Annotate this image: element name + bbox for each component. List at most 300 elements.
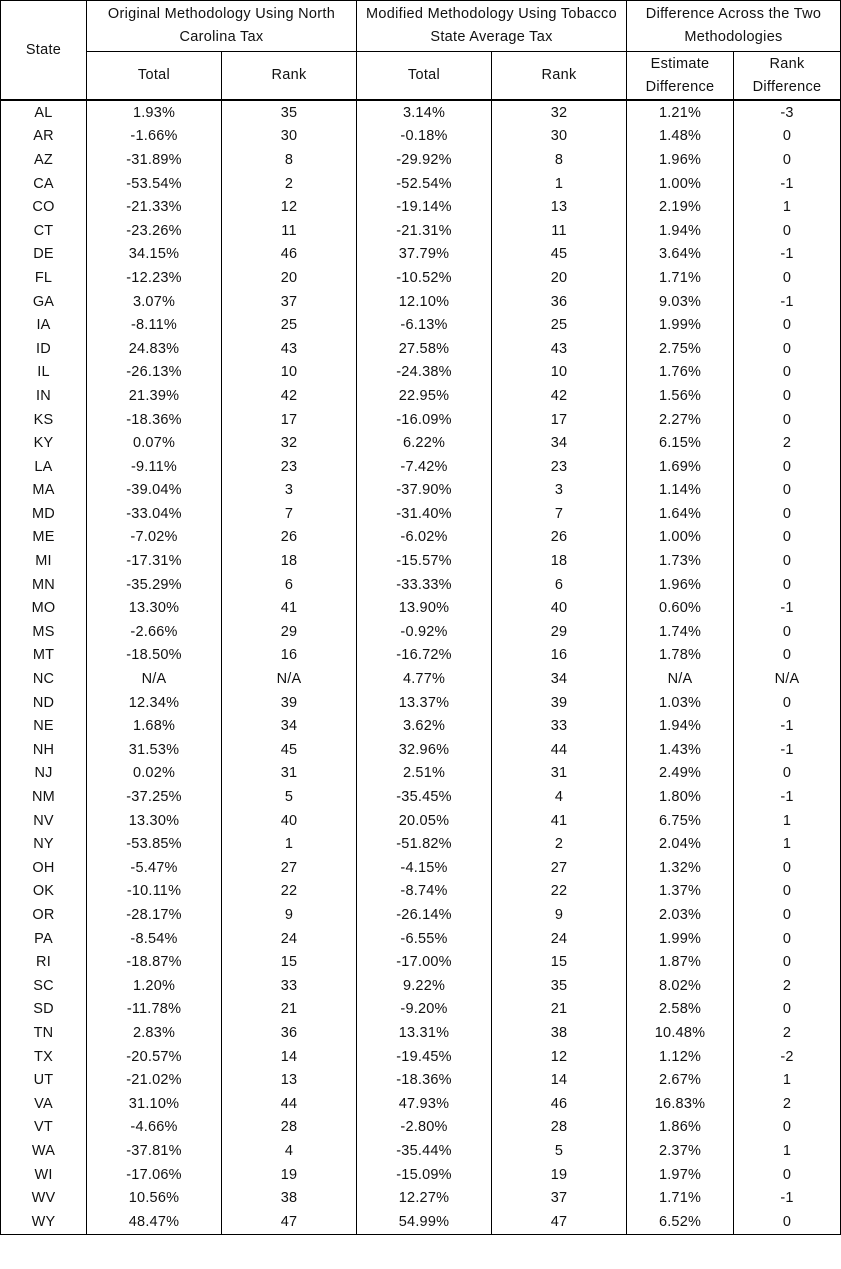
cell-rank-modified: 27 (492, 856, 627, 880)
cell-total-original: 2.83% (87, 1021, 222, 1045)
cell-state: SC (1, 974, 87, 998)
cell-state: DE (1, 243, 87, 267)
cell-rank-difference: 1 (734, 1068, 841, 1092)
table-row (1, 1092, 841, 1116)
cell-total-modified: 6.22% (357, 431, 492, 455)
cell-rank-modified: 29 (492, 620, 627, 644)
cell-rank-original: 28 (222, 1116, 357, 1140)
header-estimate-difference: Estimate Difference (627, 52, 734, 101)
cell-rank-original: 35 (222, 100, 357, 125)
cell-rank-difference: 0 (734, 998, 841, 1022)
table-row (1, 219, 841, 243)
cell-total-modified: 13.90% (357, 596, 492, 620)
cell-state: IN (1, 384, 87, 408)
cell-rank-original: 26 (222, 526, 357, 550)
cell-rank-modified: 19 (492, 1163, 627, 1187)
cell-total-modified: 4.77% (357, 667, 492, 691)
cell-estimate-difference: 8.02% (627, 974, 734, 998)
header-state: State (1, 1, 87, 101)
cell-rank-difference: 0 (734, 880, 841, 904)
cell-estimate-difference: 2.03% (627, 903, 734, 927)
cell-rank-difference: -1 (734, 1186, 841, 1210)
cell-rank-modified: 1 (492, 172, 627, 196)
cell-rank-difference: 2 (734, 1021, 841, 1045)
table-row (1, 125, 841, 149)
cell-rank-original: 2 (222, 172, 357, 196)
cell-estimate-difference: 1.78% (627, 644, 734, 668)
cell-state: MN (1, 573, 87, 597)
cell-total-modified: 13.37% (357, 691, 492, 715)
cell-estimate-difference: 1.43% (627, 738, 734, 762)
cell-state: AR (1, 125, 87, 149)
cell-total-modified: -16.09% (357, 408, 492, 432)
table-row (1, 290, 841, 314)
table-row (1, 408, 841, 432)
cell-estimate-difference: 1.64% (627, 502, 734, 526)
cell-state: IL (1, 361, 87, 385)
cell-rank-original: 36 (222, 1021, 357, 1045)
cell-state: IA (1, 313, 87, 337)
table-row (1, 832, 841, 856)
cell-rank-original: 8 (222, 148, 357, 172)
cell-rank-modified: 33 (492, 714, 627, 738)
cell-state: KS (1, 408, 87, 432)
cell-state: TX (1, 1045, 87, 1069)
table-row (1, 172, 841, 196)
cell-rank-original: 19 (222, 1163, 357, 1187)
cell-rank-modified: 10 (492, 361, 627, 385)
cell-total-modified: -8.74% (357, 880, 492, 904)
cell-rank-difference: 0 (734, 313, 841, 337)
cell-rank-original: 13 (222, 1068, 357, 1092)
cell-total-modified: 13.31% (357, 1021, 492, 1045)
cell-estimate-difference: 1.12% (627, 1045, 734, 1069)
cell-total-modified: -51.82% (357, 832, 492, 856)
cell-estimate-difference: 1.94% (627, 219, 734, 243)
cell-total-modified: 22.95% (357, 384, 492, 408)
cell-total-modified: -33.33% (357, 573, 492, 597)
cell-total-original: -18.36% (87, 408, 222, 432)
table-row (1, 596, 841, 620)
cell-total-modified: -15.09% (357, 1163, 492, 1187)
cell-total-modified: -2.80% (357, 1116, 492, 1140)
cell-total-original: -12.23% (87, 266, 222, 290)
cell-state: TN (1, 1021, 87, 1045)
cell-rank-modified: 45 (492, 243, 627, 267)
table-row (1, 266, 841, 290)
cell-rank-modified: 2 (492, 832, 627, 856)
cell-rank-modified: 44 (492, 738, 627, 762)
cell-total-original: 31.10% (87, 1092, 222, 1116)
cell-total-original: 13.30% (87, 596, 222, 620)
table-row (1, 998, 841, 1022)
cell-rank-difference: -1 (734, 785, 841, 809)
cell-rank-difference: 0 (734, 1210, 841, 1234)
header-rank-difference: Rank Difference (734, 52, 841, 101)
cell-rank-modified: 32 (492, 100, 627, 125)
cell-total-original: 1.93% (87, 100, 222, 125)
cell-estimate-difference: 1.94% (627, 714, 734, 738)
cell-rank-difference: 2 (734, 1092, 841, 1116)
cell-total-modified: 12.10% (357, 290, 492, 314)
cell-rank-difference: 0 (734, 266, 841, 290)
header-total-modified: Total (357, 52, 492, 101)
cell-total-original: -17.31% (87, 549, 222, 573)
cell-total-modified: -19.45% (357, 1045, 492, 1069)
cell-estimate-difference: 1.99% (627, 927, 734, 951)
cell-rank-original: 21 (222, 998, 357, 1022)
cell-rank-difference: 0 (734, 620, 841, 644)
cell-estimate-difference: 16.83% (627, 1092, 734, 1116)
table-row (1, 950, 841, 974)
cell-rank-difference: 2 (734, 974, 841, 998)
cell-total-original: N/A (87, 667, 222, 691)
cell-state: NV (1, 809, 87, 833)
cell-total-original: -35.29% (87, 573, 222, 597)
cell-rank-modified: 14 (492, 1068, 627, 1092)
cell-rank-difference: -1 (734, 243, 841, 267)
cell-rank-difference: -1 (734, 290, 841, 314)
cell-total-original: 1.68% (87, 714, 222, 738)
cell-total-original: -18.50% (87, 644, 222, 668)
cell-rank-difference: 1 (734, 809, 841, 833)
cell-state: KY (1, 431, 87, 455)
cell-rank-original: 27 (222, 856, 357, 880)
cell-estimate-difference: 10.48% (627, 1021, 734, 1045)
header-row-groups (1, 1, 841, 52)
cell-state: AL (1, 100, 87, 125)
cell-total-modified: -19.14% (357, 195, 492, 219)
table-row (1, 455, 841, 479)
cell-estimate-difference: 1.96% (627, 148, 734, 172)
cell-rank-difference: 0 (734, 762, 841, 786)
cell-state: PA (1, 927, 87, 951)
cell-total-original: -9.11% (87, 455, 222, 479)
cell-rank-original: 31 (222, 762, 357, 786)
cell-rank-modified: 17 (492, 408, 627, 432)
cell-rank-original: 18 (222, 549, 357, 573)
cell-rank-modified: 34 (492, 431, 627, 455)
cell-rank-difference: 0 (734, 479, 841, 503)
cell-state: CT (1, 219, 87, 243)
cell-state: OK (1, 880, 87, 904)
cell-state: NH (1, 738, 87, 762)
cell-rank-difference: 0 (734, 408, 841, 432)
cell-total-modified: 20.05% (357, 809, 492, 833)
table-row (1, 313, 841, 337)
cell-rank-difference: 0 (734, 903, 841, 927)
cell-rank-difference: 0 (734, 455, 841, 479)
cell-state: VT (1, 1116, 87, 1140)
table-row (1, 1045, 841, 1069)
cell-state: RI (1, 950, 87, 974)
cell-total-modified: 54.99% (357, 1210, 492, 1234)
cell-total-original: -4.66% (87, 1116, 222, 1140)
cell-state: LA (1, 455, 87, 479)
cell-total-original: 0.07% (87, 431, 222, 455)
cell-state: MD (1, 502, 87, 526)
cell-total-original: -31.89% (87, 148, 222, 172)
cell-estimate-difference: 6.52% (627, 1210, 734, 1234)
cell-total-modified: 47.93% (357, 1092, 492, 1116)
cell-total-modified: -6.13% (357, 313, 492, 337)
cell-rank-modified: 38 (492, 1021, 627, 1045)
cell-total-modified: -26.14% (357, 903, 492, 927)
cell-rank-modified: 28 (492, 1116, 627, 1140)
cell-total-modified: -35.44% (357, 1139, 492, 1163)
cell-total-original: -37.25% (87, 785, 222, 809)
cell-rank-original: 42 (222, 384, 357, 408)
table-row (1, 384, 841, 408)
cell-total-original: -7.02% (87, 526, 222, 550)
cell-total-original: -8.11% (87, 313, 222, 337)
table-row (1, 1139, 841, 1163)
cell-rank-difference: 1 (734, 195, 841, 219)
cell-rank-original: 24 (222, 927, 357, 951)
cell-rank-modified: 20 (492, 266, 627, 290)
cell-estimate-difference: 1.32% (627, 856, 734, 880)
cell-total-modified: 32.96% (357, 738, 492, 762)
cell-state: AZ (1, 148, 87, 172)
cell-estimate-difference: 1.71% (627, 1186, 734, 1210)
cell-total-original: -2.66% (87, 620, 222, 644)
cell-estimate-difference: 2.37% (627, 1139, 734, 1163)
cell-total-original: -33.04% (87, 502, 222, 526)
cell-rank-difference: -2 (734, 1045, 841, 1069)
cell-total-original: -5.47% (87, 856, 222, 880)
cell-estimate-difference: 9.03% (627, 290, 734, 314)
cell-total-modified: -18.36% (357, 1068, 492, 1092)
cell-total-modified: -7.42% (357, 455, 492, 479)
table-row (1, 785, 841, 809)
cell-total-original: -1.66% (87, 125, 222, 149)
cell-rank-original: 32 (222, 431, 357, 455)
cell-estimate-difference: 2.27% (627, 408, 734, 432)
cell-state: NE (1, 714, 87, 738)
cell-total-modified: -10.52% (357, 266, 492, 290)
table-row (1, 1210, 841, 1234)
cell-rank-original: 33 (222, 974, 357, 998)
cell-total-modified: 37.79% (357, 243, 492, 267)
cell-rank-original: 29 (222, 620, 357, 644)
cell-state: NM (1, 785, 87, 809)
cell-estimate-difference: 1.97% (627, 1163, 734, 1187)
cell-estimate-difference: 1.73% (627, 549, 734, 573)
cell-rank-difference: 0 (734, 361, 841, 385)
table-row (1, 809, 841, 833)
cell-rank-modified: 40 (492, 596, 627, 620)
cell-estimate-difference: 1.03% (627, 691, 734, 715)
cell-rank-original: 9 (222, 903, 357, 927)
cell-total-original: -10.11% (87, 880, 222, 904)
cell-estimate-difference: 1.56% (627, 384, 734, 408)
table-row (1, 431, 841, 455)
cell-estimate-difference: 1.87% (627, 950, 734, 974)
cell-rank-difference: 0 (734, 384, 841, 408)
cell-total-modified: -31.40% (357, 502, 492, 526)
cell-rank-difference: 0 (734, 148, 841, 172)
cell-total-original: 13.30% (87, 809, 222, 833)
cell-rank-modified: 6 (492, 573, 627, 597)
cell-total-modified: -52.54% (357, 172, 492, 196)
cell-total-modified: -4.15% (357, 856, 492, 880)
cell-rank-original: 38 (222, 1186, 357, 1210)
cell-state: MI (1, 549, 87, 573)
cell-estimate-difference: 1.69% (627, 455, 734, 479)
table-row (1, 974, 841, 998)
cell-rank-original: 12 (222, 195, 357, 219)
cell-total-modified: 12.27% (357, 1186, 492, 1210)
cell-state: CA (1, 172, 87, 196)
cell-total-modified: 2.51% (357, 762, 492, 786)
table-row (1, 903, 841, 927)
cell-state: WI (1, 1163, 87, 1187)
cell-estimate-difference: 1.86% (627, 1116, 734, 1140)
cell-rank-modified: 37 (492, 1186, 627, 1210)
table-row (1, 526, 841, 550)
cell-rank-modified: 42 (492, 384, 627, 408)
cell-rank-modified: 11 (492, 219, 627, 243)
cell-estimate-difference: 2.58% (627, 998, 734, 1022)
table-row (1, 1163, 841, 1187)
table-body (1, 100, 841, 1234)
cell-rank-modified: 25 (492, 313, 627, 337)
cell-rank-difference: 0 (734, 573, 841, 597)
cell-total-original: -8.54% (87, 927, 222, 951)
header-modified-methodology: Modified Methodology Using Tobacco State Average Tax (357, 1, 627, 52)
cell-total-original: -11.78% (87, 998, 222, 1022)
cell-state: FL (1, 266, 87, 290)
cell-total-modified: -29.92% (357, 148, 492, 172)
cell-rank-original: 30 (222, 125, 357, 149)
cell-estimate-difference: 1.99% (627, 313, 734, 337)
cell-estimate-difference: 1.21% (627, 100, 734, 125)
cell-total-original: 34.15% (87, 243, 222, 267)
cell-estimate-difference: 6.15% (627, 431, 734, 455)
cell-rank-original: 44 (222, 1092, 357, 1116)
cell-total-modified: 3.14% (357, 100, 492, 125)
cell-estimate-difference: 1.14% (627, 479, 734, 503)
cell-total-original: -26.13% (87, 361, 222, 385)
cell-rank-modified: 22 (492, 880, 627, 904)
table-row (1, 148, 841, 172)
cell-rank-original: 22 (222, 880, 357, 904)
cell-estimate-difference: 0.60% (627, 596, 734, 620)
cell-total-modified: 3.62% (357, 714, 492, 738)
table-row (1, 1068, 841, 1092)
table-header (1, 1, 841, 101)
table-row (1, 195, 841, 219)
cell-rank-modified: 23 (492, 455, 627, 479)
header-difference: Difference Across the Two Methodologies (627, 1, 841, 52)
cell-total-modified: -6.02% (357, 526, 492, 550)
cell-rank-original: 20 (222, 266, 357, 290)
table-row (1, 620, 841, 644)
cell-rank-original: 4 (222, 1139, 357, 1163)
cell-rank-modified: 47 (492, 1210, 627, 1234)
table-row (1, 714, 841, 738)
cell-state: NC (1, 667, 87, 691)
cell-rank-modified: 31 (492, 762, 627, 786)
cell-rank-modified: 18 (492, 549, 627, 573)
cell-estimate-difference: 1.71% (627, 266, 734, 290)
cell-rank-difference: 1 (734, 1139, 841, 1163)
cell-estimate-difference: 1.80% (627, 785, 734, 809)
cell-estimate-difference: 1.00% (627, 172, 734, 196)
cell-total-original: 1.20% (87, 974, 222, 998)
cell-rank-original: 45 (222, 738, 357, 762)
cell-estimate-difference: 1.76% (627, 361, 734, 385)
cell-state: ID (1, 337, 87, 361)
cell-rank-difference: 0 (734, 502, 841, 526)
cell-total-modified: -37.90% (357, 479, 492, 503)
table-row (1, 927, 841, 951)
cell-state: NY (1, 832, 87, 856)
table-row (1, 880, 841, 904)
cell-state: MA (1, 479, 87, 503)
table-row (1, 573, 841, 597)
cell-state: MT (1, 644, 87, 668)
cell-total-original: -53.54% (87, 172, 222, 196)
cell-rank-original: 25 (222, 313, 357, 337)
cell-rank-difference: 0 (734, 644, 841, 668)
cell-rank-difference: 0 (734, 526, 841, 550)
cell-rank-original: 23 (222, 455, 357, 479)
cell-state: ND (1, 691, 87, 715)
cell-rank-original: 17 (222, 408, 357, 432)
table-row (1, 479, 841, 503)
cell-rank-difference: 0 (734, 1116, 841, 1140)
header-rank-modified: Rank (492, 52, 627, 101)
cell-rank-original: 39 (222, 691, 357, 715)
cell-rank-modified: 30 (492, 125, 627, 149)
cell-rank-difference: 0 (734, 219, 841, 243)
table-row (1, 856, 841, 880)
cell-total-original: -53.85% (87, 832, 222, 856)
cell-rank-original: 3 (222, 479, 357, 503)
cell-estimate-difference: N/A (627, 667, 734, 691)
cell-total-original: 12.34% (87, 691, 222, 715)
cell-rank-original: 11 (222, 219, 357, 243)
cell-rank-modified: 46 (492, 1092, 627, 1116)
cell-rank-original: 43 (222, 337, 357, 361)
cell-rank-original: N/A (222, 667, 357, 691)
cell-rank-original: 14 (222, 1045, 357, 1069)
cell-rank-difference: 0 (734, 125, 841, 149)
cell-total-original: 48.47% (87, 1210, 222, 1234)
cell-state: WA (1, 1139, 87, 1163)
cell-rank-modified: 41 (492, 809, 627, 833)
cell-rank-modified: 13 (492, 195, 627, 219)
cell-estimate-difference: 6.75% (627, 809, 734, 833)
cell-total-modified: -35.45% (357, 785, 492, 809)
cell-total-modified: -0.18% (357, 125, 492, 149)
cell-total-original: -28.17% (87, 903, 222, 927)
cell-total-modified: -0.92% (357, 620, 492, 644)
cell-rank-original: 34 (222, 714, 357, 738)
cell-state: NJ (1, 762, 87, 786)
cell-rank-original: 46 (222, 243, 357, 267)
cell-total-original: -17.06% (87, 1163, 222, 1187)
cell-state: WV (1, 1186, 87, 1210)
cell-state: OH (1, 856, 87, 880)
cell-rank-original: 40 (222, 809, 357, 833)
cell-state: SD (1, 998, 87, 1022)
cell-rank-modified: 3 (492, 479, 627, 503)
cell-rank-difference: N/A (734, 667, 841, 691)
cell-rank-original: 7 (222, 502, 357, 526)
cell-total-modified: -21.31% (357, 219, 492, 243)
